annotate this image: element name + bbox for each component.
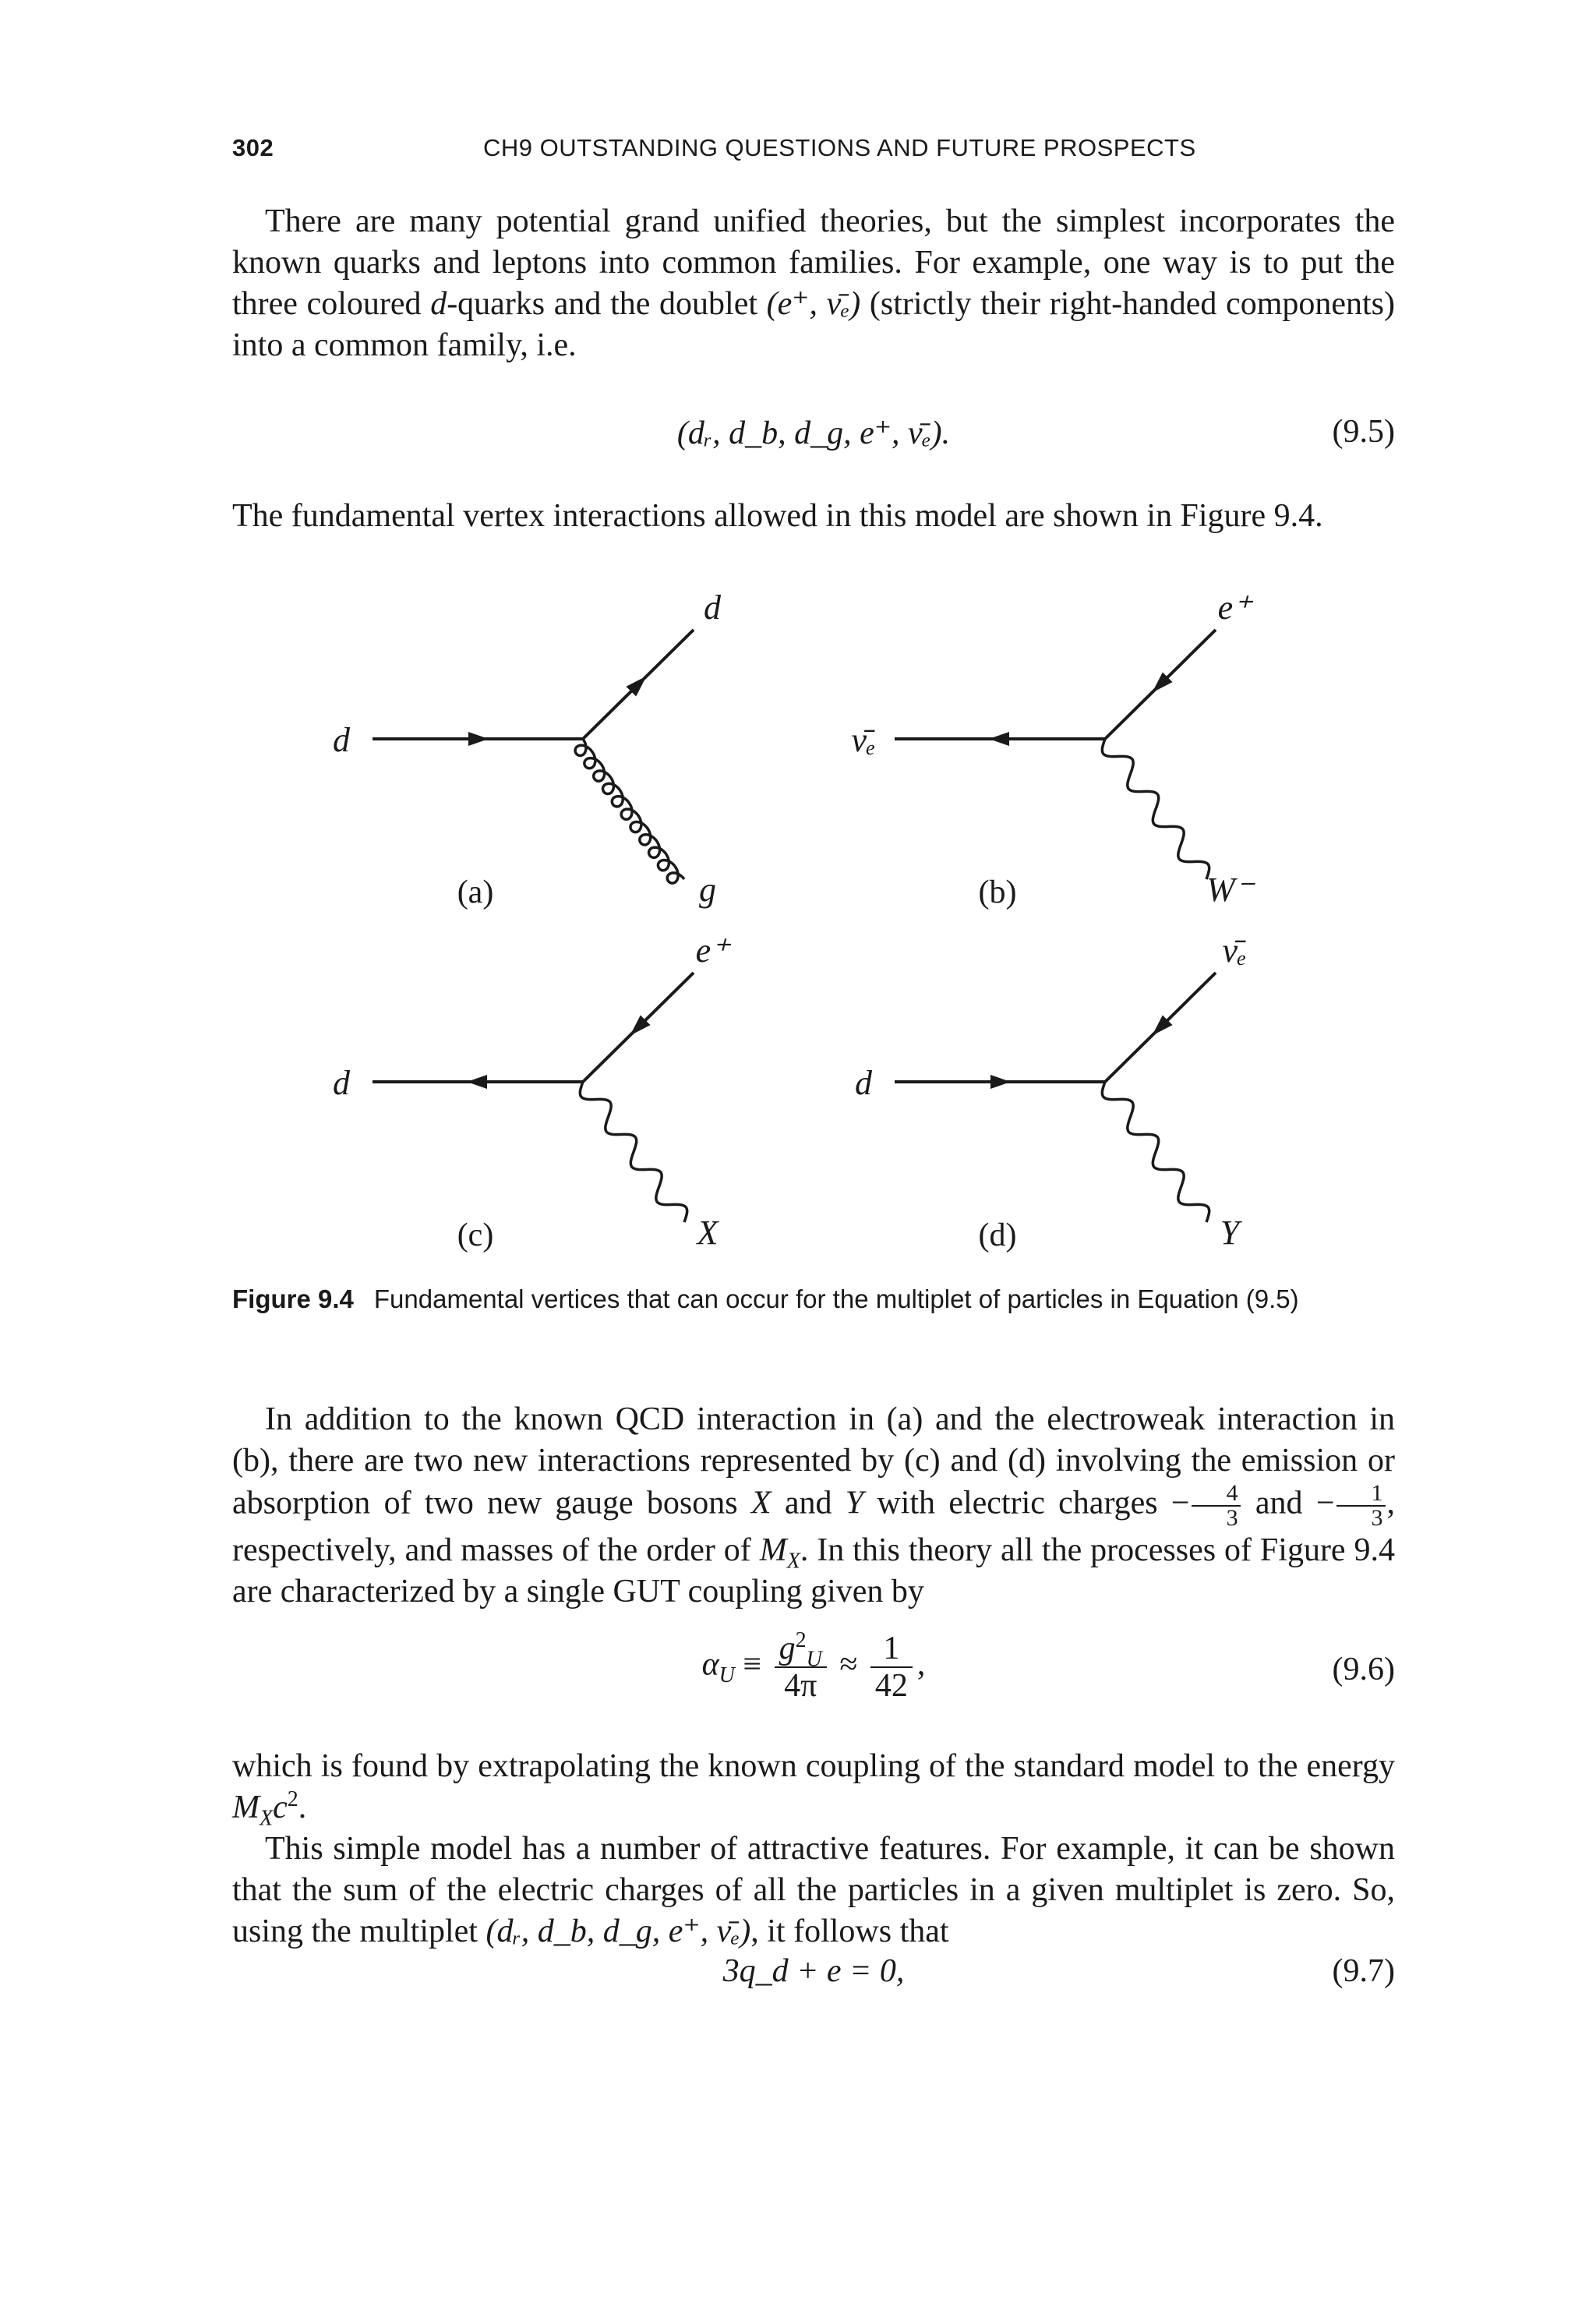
numerator: 1	[1336, 1482, 1386, 1507]
text: This simple model has a number of attractive features. For example, it can be shown that the sum of the electric charges of all the particles in a given multiplet is zero. So, using the multiplet	[232, 1831, 1395, 1949]
label-a-outgoing: d	[704, 588, 721, 627]
math-subscript: X	[786, 1549, 800, 1574]
fraction-coupling	[775, 1628, 827, 1704]
running-title: CH9 OUTSTANDING QUESTIONS AND FUTURE PROSPECTS	[483, 134, 1196, 161]
equation-9-7	[232, 1952, 1395, 1999]
math-multiplet: (dᵣ, d_b, d_g, e⁺, ν̄ₑ)	[486, 1913, 751, 1949]
equation-body: 3q_d + e = 0,	[722, 1953, 905, 1989]
boson-line-c	[580, 1082, 687, 1222]
label-d-boson: Y	[1220, 1214, 1240, 1252]
math-X: X	[750, 1485, 772, 1521]
page-number: 302	[232, 134, 274, 161]
alpha-subscript: U	[719, 1663, 735, 1688]
math-Y: Y	[845, 1485, 864, 1521]
math-c: c	[273, 1790, 288, 1825]
math-M: M	[759, 1532, 787, 1568]
label-d-outgoing: ν̄ₑ	[1222, 931, 1247, 970]
denominator: 3	[1371, 1505, 1383, 1531]
label-b-outgoing: e⁺	[1217, 588, 1252, 627]
equiv-sign: ≡	[734, 1646, 770, 1683]
paragraph-2: The fundamental vertex interactions allowed in this model are shown in Figure 9.4.	[232, 498, 1323, 534]
fraction-one-over-42	[870, 1631, 913, 1704]
arrow-a-incoming	[468, 732, 489, 746]
label-a-boson: g	[699, 871, 716, 909]
denominator: 4π	[784, 1668, 817, 1704]
label-c-outgoing: e⁺	[695, 931, 729, 970]
arrow-c-incoming	[467, 1075, 487, 1089]
equation-9-6	[232, 1628, 1395, 1708]
math-superscript: 2	[287, 1787, 298, 1811]
text: and −	[1241, 1485, 1335, 1521]
paragraph-5	[232, 1829, 1395, 1952]
numerator: 1	[870, 1631, 913, 1668]
panel-label-d: (d)	[978, 1217, 1017, 1253]
boson-line-d	[1102, 1082, 1209, 1222]
text: In addition to the known QCD interaction in (a) and the electroweak interaction in (b), there are two new interactions represented by (c) and (d) involving the emission or absorption of two new gauge bosons	[232, 1401, 1395, 1521]
math-subscript: X	[260, 1806, 274, 1831]
g: g	[779, 1631, 796, 1666]
alpha: α	[701, 1646, 719, 1683]
text: with electric charges −	[863, 1485, 1190, 1521]
label-d-incoming: d	[855, 1064, 872, 1102]
label-c-boson: X	[697, 1214, 719, 1252]
label-b-boson: W⁻	[1206, 871, 1253, 909]
approx-sign: ≈	[831, 1646, 866, 1683]
g-superscript: 2	[795, 1628, 807, 1652]
label-a-incoming: d	[333, 721, 350, 759]
boson-line-b	[1102, 739, 1209, 879]
comma: ,	[916, 1646, 926, 1683]
panel-label-a: (a)	[457, 875, 494, 910]
text: .	[298, 1790, 307, 1825]
equation-body: (dᵣ, d_b, d_g, e⁺, ν̄ₑ).	[676, 415, 951, 451]
text: , respectively, and masses of the order of	[232, 1485, 1395, 1568]
numerator: 4	[1192, 1482, 1241, 1507]
text: -quarks and the doublet	[447, 286, 767, 322]
text: , it follows that	[750, 1913, 949, 1949]
gluon-line-a	[575, 739, 684, 883]
math-d: d	[430, 286, 447, 322]
fraction-four-thirds	[1192, 1482, 1241, 1530]
math-doublet: (e⁺, ν̄ₑ)	[766, 286, 861, 322]
panel-label-c: (c)	[457, 1217, 494, 1253]
denominator: 3	[1226, 1505, 1238, 1531]
paragraph-4	[232, 1746, 1395, 1829]
label-b-incoming: ν̄ₑ	[851, 721, 876, 759]
text: and	[771, 1485, 846, 1521]
equation-number: (9.7)	[1332, 1953, 1395, 1989]
text: (strictly their right-handed components) into a common family, i.e.	[232, 286, 1396, 363]
denominator: 42	[874, 1668, 908, 1704]
label-c-incoming: d	[333, 1064, 350, 1102]
caption-label: Figure 9.4	[232, 1284, 354, 1313]
text: . In this theory all the processes of Figure 9.4 are characterized by a single GUT coupling given by	[232, 1532, 1396, 1610]
equation-number: (9.6)	[1332, 1652, 1395, 1687]
caption-text: Fundamental vertices that can occur for the multiplet of particles in Equation (9.5)	[373, 1284, 1299, 1313]
text: There are many potential grand unified theories, but the simplest incorporates the known quarks and leptons into common families. For example, one way is to put the three coloured	[232, 203, 1395, 322]
fraction-one-third	[1336, 1482, 1386, 1530]
math-M: M	[232, 1790, 260, 1825]
panel-label-b: (b)	[978, 875, 1017, 910]
arrow-b-incoming	[989, 732, 1009, 746]
figure-caption	[232, 1284, 1395, 1314]
equation-number: (9.5)	[1332, 414, 1395, 450]
g-subscript: U	[806, 1647, 822, 1672]
arrow-d-incoming	[990, 1075, 1011, 1089]
paragraph-3	[232, 1399, 1395, 1613]
text: which is found by extrapolating the known coupling of the standard model to the energy	[232, 1748, 1395, 1784]
